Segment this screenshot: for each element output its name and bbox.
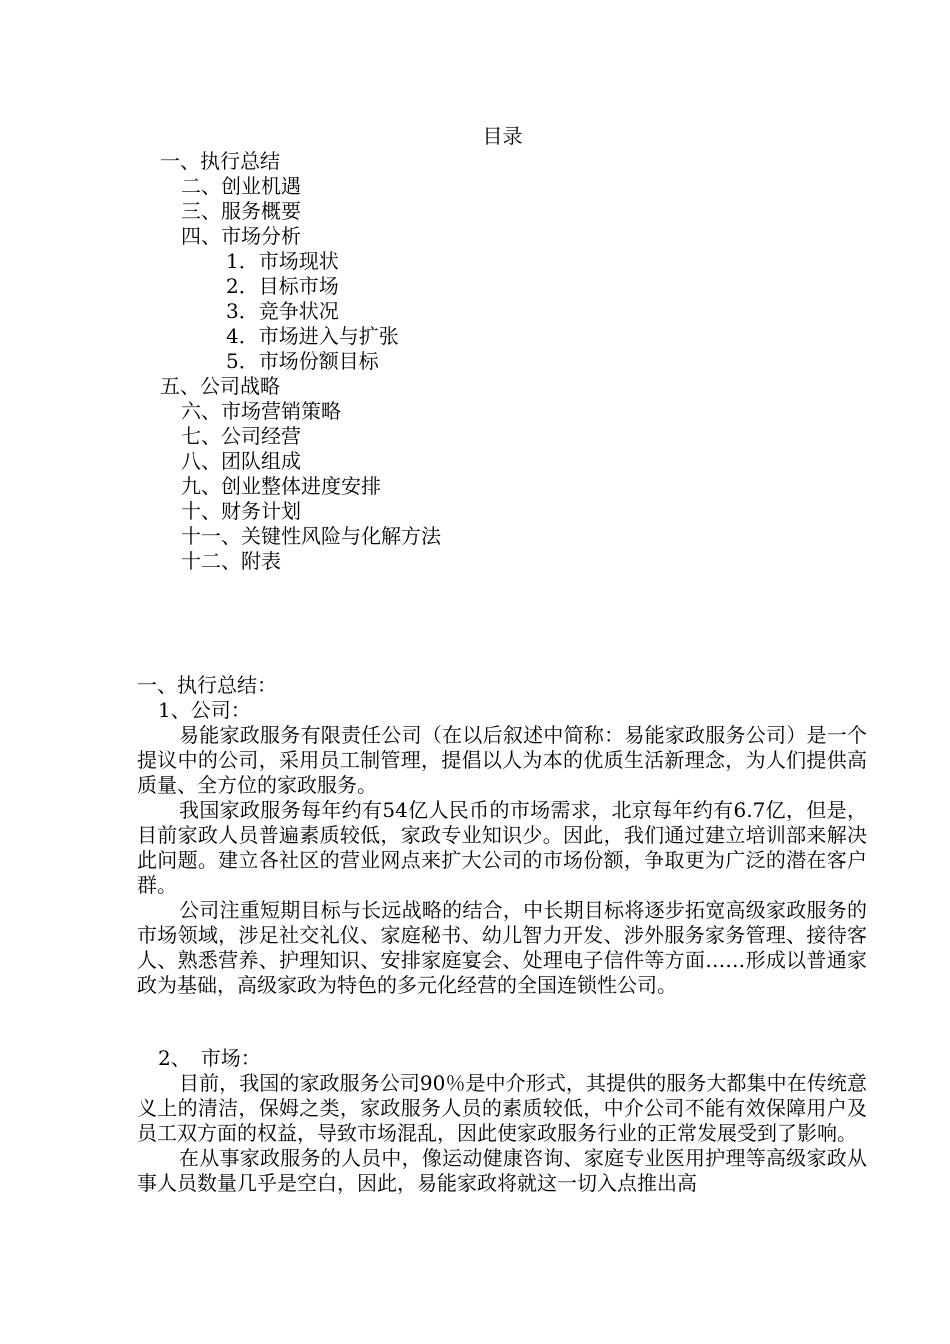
- toc-item: 三、服务概要: [181, 199, 301, 223]
- toc-item: 一、执行总结: [160, 149, 280, 173]
- paragraph: 目前，我国的家政服务公司90％是中介形式，其提供的服务大都集中在传统意义上的清洁，保姆之类，家政服务人员的素质较低，中介公司不能有效保障用户及员工双方面的权益，导致市场混乱，因此使家政服务行业的正常发展受到了影响。: [137, 1071, 867, 1145]
- toc-item: 五、公司战略: [160, 374, 280, 398]
- section-executive-summary: [137, 673, 867, 998]
- toc-item: 二、创业机遇: [181, 174, 301, 198]
- toc-item: 八、团队组成: [181, 449, 301, 473]
- subsection-heading-company: 1、公司：: [158, 698, 251, 722]
- toc-item: 七、公司经营: [181, 424, 301, 448]
- toc-item: 九、创业整体进度安排: [181, 474, 381, 498]
- toc-item: 3．竞争状况: [226, 299, 339, 323]
- toc-item: 四、市场分析: [181, 224, 301, 248]
- toc-item: 5．市场份额目标: [226, 349, 379, 373]
- toc-item: 4．市场进入与扩张: [226, 324, 399, 348]
- toc-item: 2．目标市场: [226, 274, 339, 298]
- toc-title: 目录: [482, 124, 523, 148]
- subsection-market: [137, 1046, 867, 1196]
- paragraph: 在从事家政服务的人员中，像运动健康咨询、家庭专业医用护理等高级家政从事人员数量几乎是空白，因此，易能家政将就这一切入点推出高: [137, 1146, 867, 1195]
- toc-item: 六、市场营销策略: [181, 399, 341, 423]
- paragraph: 易能家政服务有限责任公司（在以后叙述中简称：易能家政服务公司）是一个提议中的公司，采用员工制管理，提倡以人为本的优质生活新理念，为人们提供高质量、全方位的家政服务。: [137, 723, 867, 797]
- toc-item: 十一、关键性风险与化解方法: [181, 524, 441, 548]
- toc-item: 1．市场现状: [226, 249, 339, 273]
- paragraph: 我国家政服务每年约有54亿人民币的市场需求，北京每年约有6.7亿，但是，目前家政人员普遍素质较低，家政专业知识少。因此，我们通过建立培训部来解决此问题。建立各社区的营业网点来扩大公司的市场份额，争取更为广泛的潜在客户群。: [137, 798, 867, 897]
- paragraph: 公司注重短期目标与长远战略的结合，中长期目标将逐步拓宽高级家政服务的市场领域，涉足社交礼仪、家庭秘书、幼儿智力开发、涉外服务家务管理、接待客人、熟悉营养、护理知识、安排家庭宴会、处理电子信件等方面……形成以普通家政为基础，高级家政为特色的多元化经营的全国连锁性公司。: [137, 898, 867, 997]
- toc-item: 十、财务计划: [181, 499, 301, 523]
- toc-item: 十二、附表: [181, 549, 281, 573]
- subsection-heading-market: 2、 市场：: [158, 1046, 261, 1070]
- section-heading: 一、执行总结：: [137, 673, 277, 697]
